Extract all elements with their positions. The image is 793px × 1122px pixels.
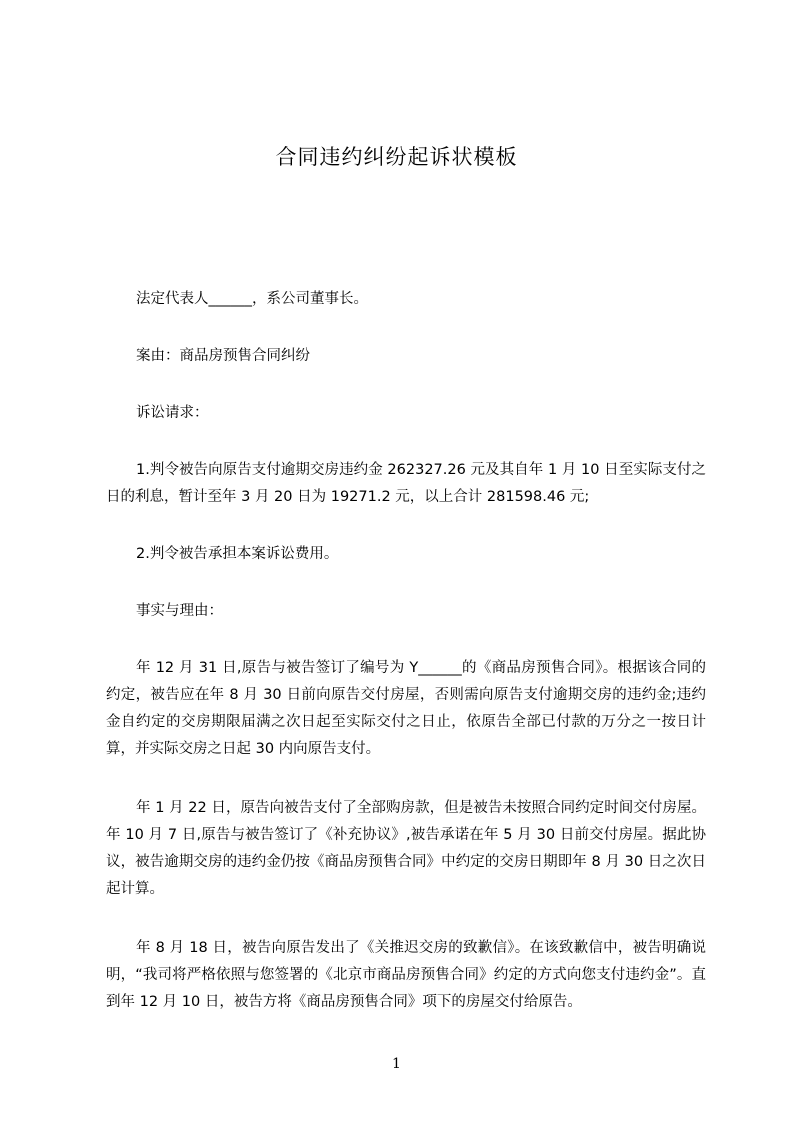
page-number: 1: [392, 1056, 401, 1072]
document-title: 合同违约纠纷起诉状模板: [275, 145, 518, 169]
facts-paragraph-2: 年 1 月 22 日，原告向被告支付了全部购房款，但是被告未按照合同约定时间交付房屋。年 10 月 7 日,原告与被告签订了《补充协议》,被告承诺在年 5 月 30 日前交付房屋。据此协议，被告逾期交房的违约金仍按《商品房预售合同》中约定的交房日期即年 8 月 30 日之次日起计算。: [106, 800, 706, 897]
claims-heading: 诉讼请求：: [136, 405, 209, 421]
claim-item-1: 1.判令被告向原告支付逾期交房违约金 262327.26 元及其自年 1 月 10 日至实际支付之日的利息，暂计至年 3 月 20 日为 19271.2 元，以上合计 281598.46 元;: [106, 462, 706, 505]
legal-representative-paragraph: 法定代表人______，系公司董事长。: [136, 291, 368, 307]
facts-paragraph-1: 年 12 月 31 日,原告与被告签订了编号为 Y______的《商品房预售合同》。根据该合同的约定，被告应在年 8 月 30 日前向原告交付房屋，否则需向原告支付逾期交房的违约金;违约金自约定的交房期限届满之次日起至实际交付之日止，依原告全部已付款的万分之一按日计算，并实际交房之日起 30 内向原告支付。: [106, 660, 706, 757]
document-body: [106, 286, 706, 1046]
facts-reasons-heading: 事实与理由：: [136, 603, 223, 619]
claim-item-2: 2.判令被告承担本案诉讼费用。: [136, 546, 339, 562]
facts-paragraph-3: 年 8 月 18 日，被告向原告发出了《关推迟交房的致歉信》。在该致歉信中，被告明确说明，“我司将严格依照与您签署的《北京市商品房预售合同》约定的方式向您支付违约金”。直到年 12 月 10 日，被告方将《商品房预售合同》项下的房屋交付给原告。: [106, 940, 706, 1010]
case-cause-paragraph: 案由：商品房预售合同纠纷: [136, 348, 310, 364]
